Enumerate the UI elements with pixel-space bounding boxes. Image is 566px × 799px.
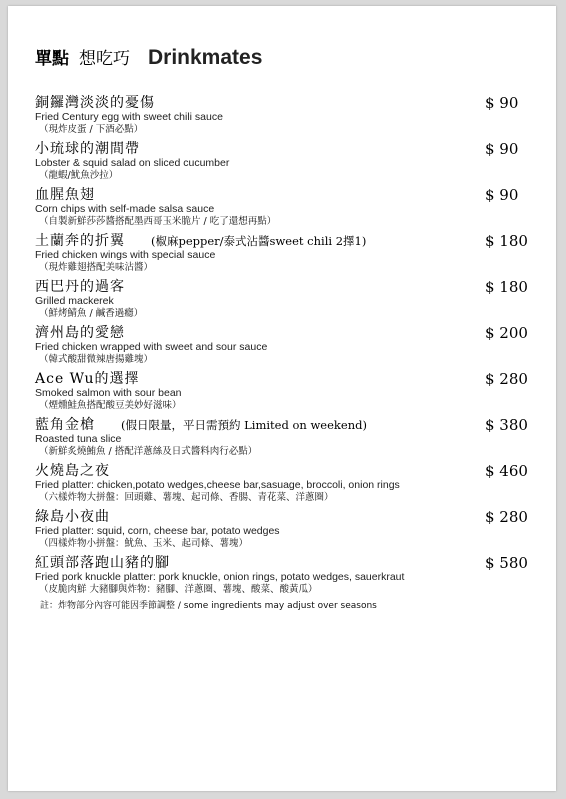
menu-page (8, 6, 556, 791)
title-zh-1: 單點 (35, 49, 69, 69)
menu-item (35, 230, 535, 275)
item-name: Ace Wu的選擇 (35, 371, 140, 387)
item-price: $ 460 (485, 462, 528, 480)
item-english: Fried chicken wrapped with sweet and sour sauce (35, 341, 268, 353)
item-chinese-desc: （鮮烤鯖魚 / 鹹香過癮） (39, 308, 144, 319)
item-english: Smoked salmon with sour bean (35, 387, 182, 399)
item-price: $ 380 (485, 416, 528, 434)
item-english: Fried platter: squid, corn, cheese bar, potato wedges (35, 525, 280, 537)
item-name: 濟州島的愛戀 (35, 325, 125, 341)
menu-item (35, 138, 535, 183)
item-price: $ 200 (485, 324, 528, 342)
item-price: $ 90 (485, 94, 519, 112)
title-en: Drinkmates (148, 46, 263, 69)
item-price: $ 580 (485, 554, 528, 572)
item-chinese-desc: （四樣炸物小拼盤：魷魚、玉米、起司條、薯塊） (39, 538, 249, 549)
item-name: 血腥魚翅 (35, 187, 95, 203)
menu-item (35, 184, 535, 229)
item-english: Fried Century egg with sweet chili sauce (35, 111, 223, 123)
menu-item (35, 506, 535, 551)
item-chinese-desc: （現炸皮蛋 / 下酒必點） (39, 124, 144, 135)
item-chinese-desc: （韓式酸甜微辣唐揚雞塊） (39, 354, 154, 365)
item-name: 土蘭奔的折翼 (35, 233, 125, 249)
item-english: Corn chips with self-made salsa sauce (35, 203, 215, 215)
item-chinese-desc: （自製新鮮莎莎醬搭配墨西哥玉米脆片 / 吃了還想再點） (39, 216, 277, 227)
menu-item (35, 276, 535, 321)
item-chinese-desc: （六樣炸物大拼盤：回頭雞、薯塊、起司條、香腸、青花菜、洋蔥圈） (39, 492, 334, 503)
item-chinese-desc: （皮脆肉鮮 大豬腳與炸物：豬腳、洋蔥圈、薯塊、酸菜、酸黃瓜） (39, 584, 318, 595)
item-price: $ 180 (485, 278, 528, 296)
item-english: Roasted tuna slice (35, 433, 122, 445)
menu-item (35, 552, 535, 597)
menu-item (35, 414, 535, 459)
item-english: Grilled mackerek (35, 295, 114, 307)
item-price: $ 280 (485, 370, 528, 388)
footer-note: 註：炸物部分內容可能因季節調整 / some ingredients may adjust over seasons (40, 601, 377, 611)
item-chinese-desc: （現炸雞翅搭配美味沾醬） (39, 262, 154, 273)
menu-item (35, 92, 535, 137)
item-english: Fried chicken wings with special sauce (35, 249, 216, 261)
item-name: 藍角金槍 (35, 417, 95, 433)
menu-item (35, 460, 535, 505)
item-name: 銅鑼灣淡淡的憂傷 (35, 95, 155, 111)
item-price: $ 280 (485, 508, 528, 526)
item-name: 西巴丹的過客 (35, 279, 125, 295)
item-name: 火燒島之夜 (35, 463, 110, 479)
item-chinese-desc: （龍蝦/魷魚沙拉） (39, 170, 119, 181)
item-english: Fried pork knuckle platter: pork knuckle, onion rings, potato wedges, sauerkraut (35, 571, 405, 583)
item-chinese-desc: （新鮮炙燒鮪魚 / 搭配洋蔥絲及日式醬料肉行必點） (39, 446, 258, 457)
item-english: Fried platter: chicken,potato wedges,cheese bar,sasuage, broccoli, onion rings (35, 479, 400, 491)
item-name: 紅頭部落跑山豬的腳 (35, 555, 170, 571)
item-english: Lobster & squid salad on sliced cucumber (35, 157, 230, 169)
item-name: 綠島小夜曲 (35, 509, 110, 525)
item-note: (假日限量，平日需預約 Limited on weekend) (121, 418, 367, 432)
item-chinese-desc: （煙燻鮭魚搭配酸豆美妙好滋味） (39, 400, 182, 411)
menu-title (35, 44, 262, 69)
menu-item (35, 322, 535, 367)
title-zh-2: 想吃巧 (79, 49, 130, 69)
item-price: $ 180 (485, 232, 528, 250)
item-price: $ 90 (485, 186, 519, 204)
menu-item (35, 368, 535, 413)
item-price: $ 90 (485, 140, 519, 158)
item-name: 小琉球的潮間帶 (35, 141, 140, 157)
item-note: (椒麻pepper/泰式沾醬sweet chili 2擇1) (151, 234, 367, 248)
